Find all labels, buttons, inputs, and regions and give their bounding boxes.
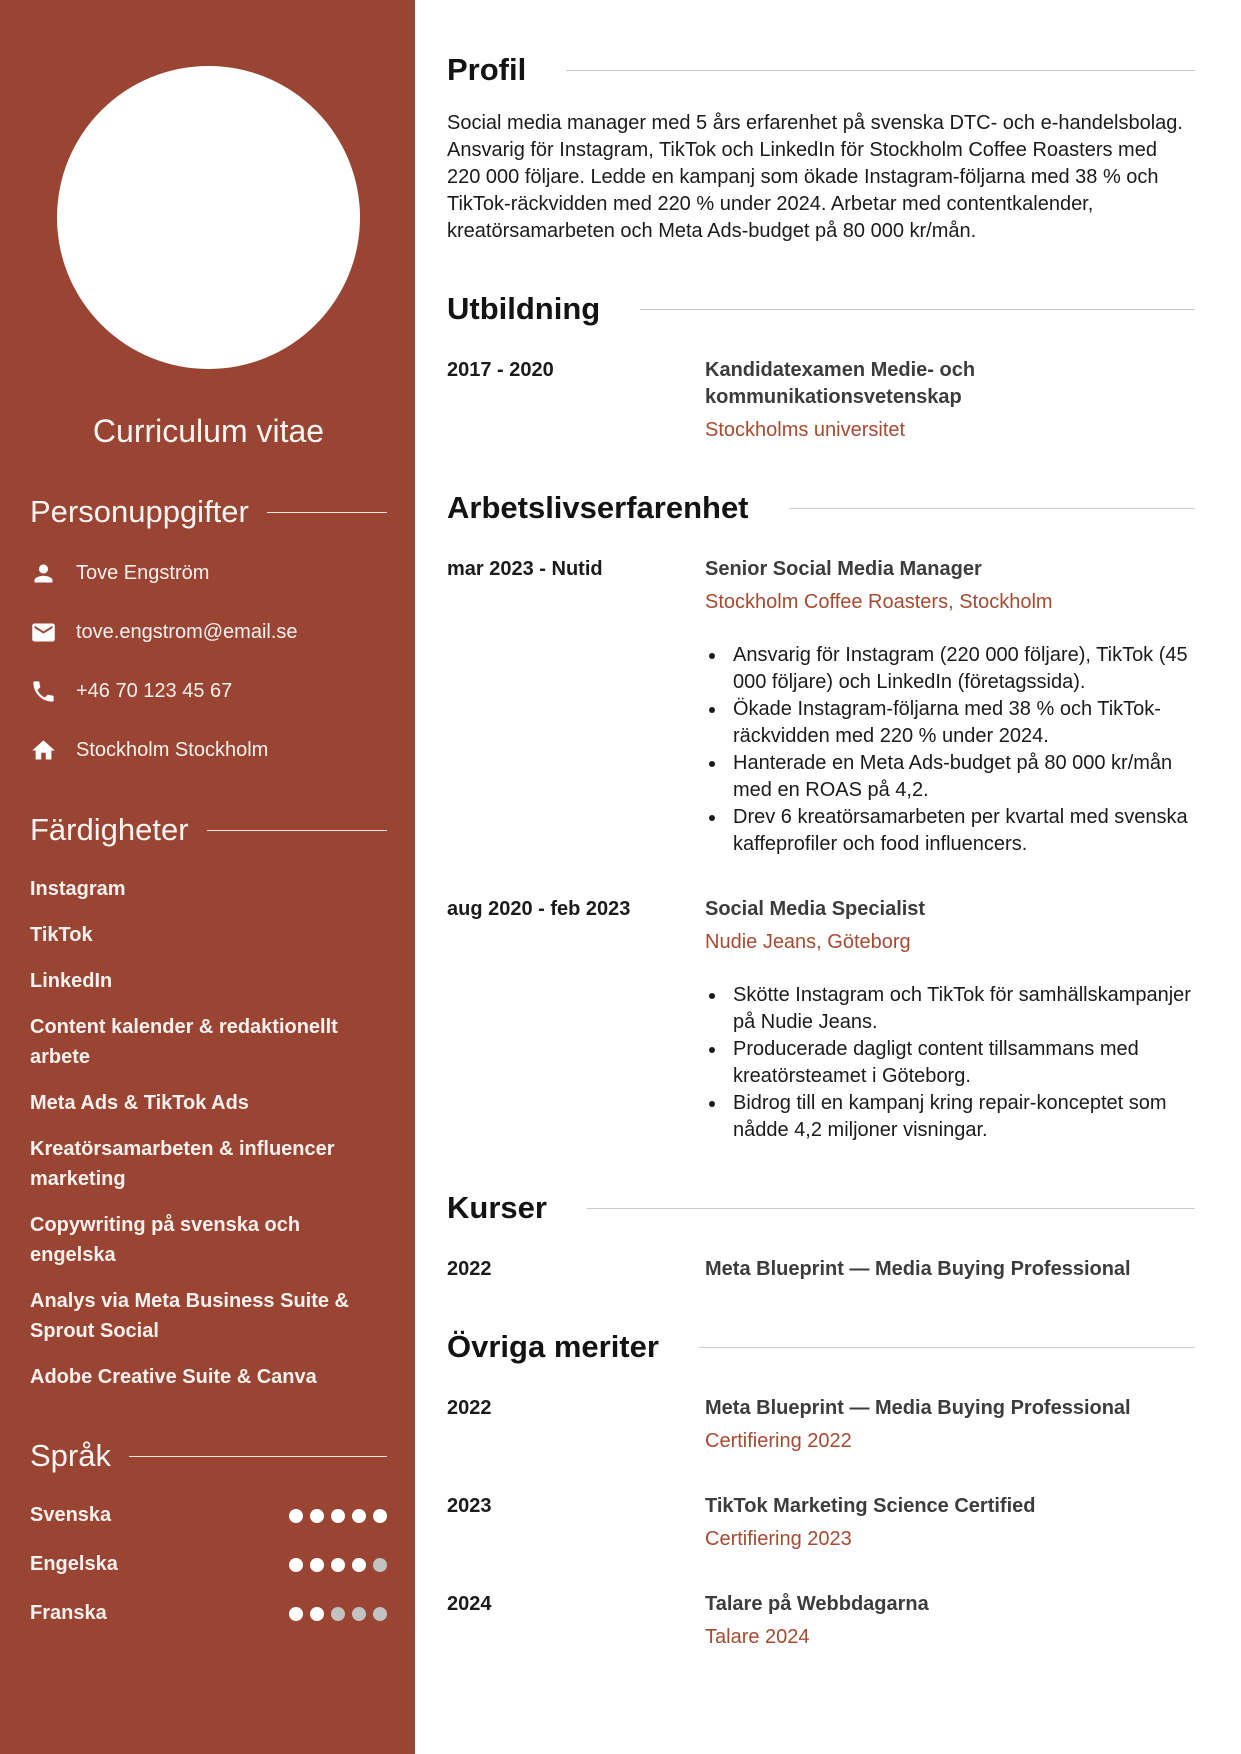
bullet-item: • Drev 6 kreatörsamarbeten per kvartal med svenska kaffeprofiler och food influencers. bbox=[727, 804, 1195, 858]
entry-title: Social Media Specialist bbox=[705, 898, 926, 920]
skill-item: Kreatörsamarbeten & influencer marketing bbox=[30, 1138, 335, 1190]
entry-body bbox=[705, 1591, 1195, 1651]
language-name: Engelska bbox=[30, 1553, 118, 1575]
phone-icon bbox=[30, 678, 57, 705]
courses-section-heading bbox=[447, 1190, 1195, 1226]
experience-section-heading bbox=[447, 490, 1195, 526]
rating-dot-filled bbox=[289, 1509, 303, 1523]
entry-subtitle: Talare 2024 bbox=[705, 1626, 810, 1648]
contact-item-email bbox=[30, 619, 387, 646]
entry-title: Talare på Webbdagarna bbox=[705, 1593, 929, 1615]
language-row bbox=[30, 1553, 387, 1576]
merit-entry bbox=[447, 1591, 1195, 1651]
rating-dot-filled bbox=[289, 1607, 303, 1621]
merit-entry bbox=[447, 1395, 1195, 1455]
languages-heading-label: Språk bbox=[30, 1438, 111, 1473]
skills-list bbox=[30, 874, 387, 1392]
person-icon bbox=[30, 560, 57, 587]
skills-heading-label: Färdigheter bbox=[30, 812, 189, 847]
language-row bbox=[30, 1602, 387, 1625]
profile-heading-label: Profil bbox=[447, 52, 527, 87]
language-rating-dots bbox=[282, 1607, 387, 1621]
profile-section-heading bbox=[447, 52, 1195, 88]
entry-title: Meta Blueprint — Media Buying Professional bbox=[705, 1397, 1131, 1419]
contact-name-text: Tove Engström bbox=[76, 562, 210, 584]
skill-item: Copywriting på svenska och engelska bbox=[30, 1214, 301, 1266]
rating-dot-empty bbox=[331, 1607, 345, 1621]
contact-item-name bbox=[30, 560, 387, 587]
contact-phone-text: +46 70 123 45 67 bbox=[76, 680, 233, 702]
entry-dates: 2017 - 2020 bbox=[447, 359, 554, 381]
language-rating-dots bbox=[282, 1509, 387, 1523]
language-rating-dots bbox=[282, 1558, 387, 1572]
skill-item: Adobe Creative Suite & Canva bbox=[30, 1366, 317, 1388]
entry-subtitle: Certifiering 2022 bbox=[705, 1430, 852, 1452]
language-row bbox=[30, 1504, 387, 1527]
languages-section-heading bbox=[30, 1438, 387, 1474]
education-heading-label: Utbildning bbox=[447, 291, 601, 326]
cv-title: Curriculum vitae bbox=[92, 413, 325, 449]
merit-entry bbox=[447, 1493, 1195, 1553]
skill-item: Content kalender & redaktionellt arbete bbox=[30, 1016, 338, 1068]
skill-item: Instagram bbox=[30, 878, 126, 900]
rating-dot-filled bbox=[289, 1558, 303, 1572]
heading-rule bbox=[789, 508, 1195, 509]
heading-rule bbox=[640, 309, 1195, 310]
entry-dates: mar 2023 - Nutid bbox=[447, 558, 603, 580]
language-name: Svenska bbox=[30, 1504, 112, 1526]
entry-subtitle: Nudie Jeans, Göteborg bbox=[705, 931, 911, 953]
bullet-item: • Producerade dagligt content tillsammans med kreatörsteamet i Göteborg. bbox=[727, 1036, 1195, 1090]
entry-title: Kandidatexamen Medie- och kommunikationsvetenskap bbox=[705, 359, 976, 408]
languages-list bbox=[30, 1504, 387, 1625]
entry-title: Senior Social Media Manager bbox=[705, 558, 982, 580]
experience-entry bbox=[447, 556, 1195, 858]
rating-dot-filled bbox=[352, 1509, 366, 1523]
entry-subtitle: Stockholms universitet bbox=[705, 419, 906, 441]
bullet-item: • Hanterade en Meta Ads-budget på 80 000 kr/mån med en ROAS på 4,2. bbox=[727, 750, 1195, 804]
contact-item-phone bbox=[30, 678, 387, 705]
entry-bullet-list bbox=[705, 642, 1195, 858]
education-entry bbox=[447, 357, 1195, 444]
entry-body bbox=[705, 896, 1195, 1144]
rating-dot-filled bbox=[352, 1558, 366, 1572]
heading-rule bbox=[699, 1347, 1195, 1348]
main-content bbox=[415, 0, 1241, 1754]
skill-item: Analys via Meta Business Suite & Sprout Social bbox=[30, 1290, 350, 1342]
entry-dates: aug 2020 - feb 2023 bbox=[447, 898, 631, 920]
entry-dates: 2024 bbox=[447, 1593, 492, 1615]
personal-heading-label: Personuppgifter bbox=[30, 494, 249, 529]
experience-entry bbox=[447, 896, 1195, 1144]
sidebar bbox=[0, 0, 415, 1754]
skill-item: TikTok bbox=[30, 924, 93, 946]
profile-photo-placeholder bbox=[57, 66, 360, 369]
entry-body bbox=[705, 357, 1195, 444]
heading-rule bbox=[587, 1208, 1195, 1209]
rating-dot-filled bbox=[310, 1607, 324, 1621]
entry-dates: 2023 bbox=[447, 1495, 492, 1517]
envelope-icon bbox=[30, 619, 57, 646]
entry-dates: 2022 bbox=[447, 1397, 492, 1419]
contact-item-location bbox=[30, 737, 387, 764]
contact-email-text: tove.engstrom@email.se bbox=[76, 621, 298, 643]
entry-body bbox=[705, 556, 1195, 858]
entry-body bbox=[705, 1493, 1195, 1553]
rating-dot-empty bbox=[352, 1607, 366, 1621]
heading-rule bbox=[207, 830, 387, 831]
other-merits-heading-label: Övriga meriter bbox=[447, 1329, 659, 1364]
entry-subtitle: Certifiering 2023 bbox=[705, 1528, 852, 1550]
rating-dot-filled bbox=[310, 1558, 324, 1572]
skills-section-heading bbox=[30, 812, 387, 848]
bullet-item: • Ökade Instagram-följarna med 38 % och TikTok-räckvidden med 220 % under 2024. bbox=[727, 696, 1195, 750]
education-section-heading bbox=[447, 291, 1195, 327]
other-merits-section-heading bbox=[447, 1329, 1195, 1365]
heading-rule bbox=[267, 512, 387, 513]
entry-title: TikTok Marketing Science Certified bbox=[705, 1495, 1036, 1517]
entry-bullet-list bbox=[705, 982, 1195, 1144]
contact-location-text: Stockholm Stockholm bbox=[76, 739, 269, 761]
rating-dot-filled bbox=[310, 1509, 324, 1523]
heading-rule bbox=[129, 1456, 387, 1457]
rating-dot-empty bbox=[373, 1607, 387, 1621]
profile-summary: Social media manager med 5 års erfarenhet på svenska DTC- och e-handelsbolag. Ansvarig för Instagram, TikTok och LinkedIn för Stockholm Coffee Roasters med 220 000 följare. Ledde en kampanj som ökade Instagram-följarna med 38 % och TikTok-räckvidden med 220 % under 2024. Arbetar med contentkalender, kreatörsamarbeten och Meta Ads-budget på 80 000 kr/mån. bbox=[447, 112, 1183, 242]
experience-heading-label: Arbetslivserfarenhet bbox=[447, 490, 749, 525]
entry-subtitle: Stockholm Coffee Roasters, Stockholm bbox=[705, 591, 1053, 613]
bullet-item: • Ansvarig för Instagram (220 000 följare), TikTok (45 000 följare) och LinkedIn (företagssida). bbox=[727, 642, 1195, 696]
rating-dot-empty bbox=[373, 1558, 387, 1572]
entry-body bbox=[705, 1395, 1195, 1455]
home-icon bbox=[30, 737, 57, 764]
skill-item: Meta Ads & TikTok Ads bbox=[30, 1092, 249, 1114]
heading-rule bbox=[566, 70, 1195, 71]
language-name: Franska bbox=[30, 1602, 107, 1624]
courses-heading-label: Kurser bbox=[447, 1190, 547, 1225]
entry-title: Meta Blueprint — Media Buying Professional bbox=[705, 1258, 1131, 1280]
rating-dot-filled bbox=[373, 1509, 387, 1523]
bullet-item: • Skötte Instagram och TikTok för samhällskampanjer på Nudie Jeans. bbox=[727, 982, 1195, 1036]
entry-body bbox=[705, 1256, 1195, 1283]
entry-dates: 2022 bbox=[447, 1258, 492, 1280]
contact-list bbox=[30, 560, 387, 764]
bullet-item: • Bidrog till en kampanj kring repair-konceptet som nådde 4,2 miljoner visningar. bbox=[727, 1090, 1195, 1144]
course-entry bbox=[447, 1256, 1195, 1283]
skill-item: LinkedIn bbox=[30, 970, 113, 992]
rating-dot-filled bbox=[331, 1558, 345, 1572]
personal-section-heading bbox=[30, 494, 387, 530]
rating-dot-filled bbox=[331, 1509, 345, 1523]
